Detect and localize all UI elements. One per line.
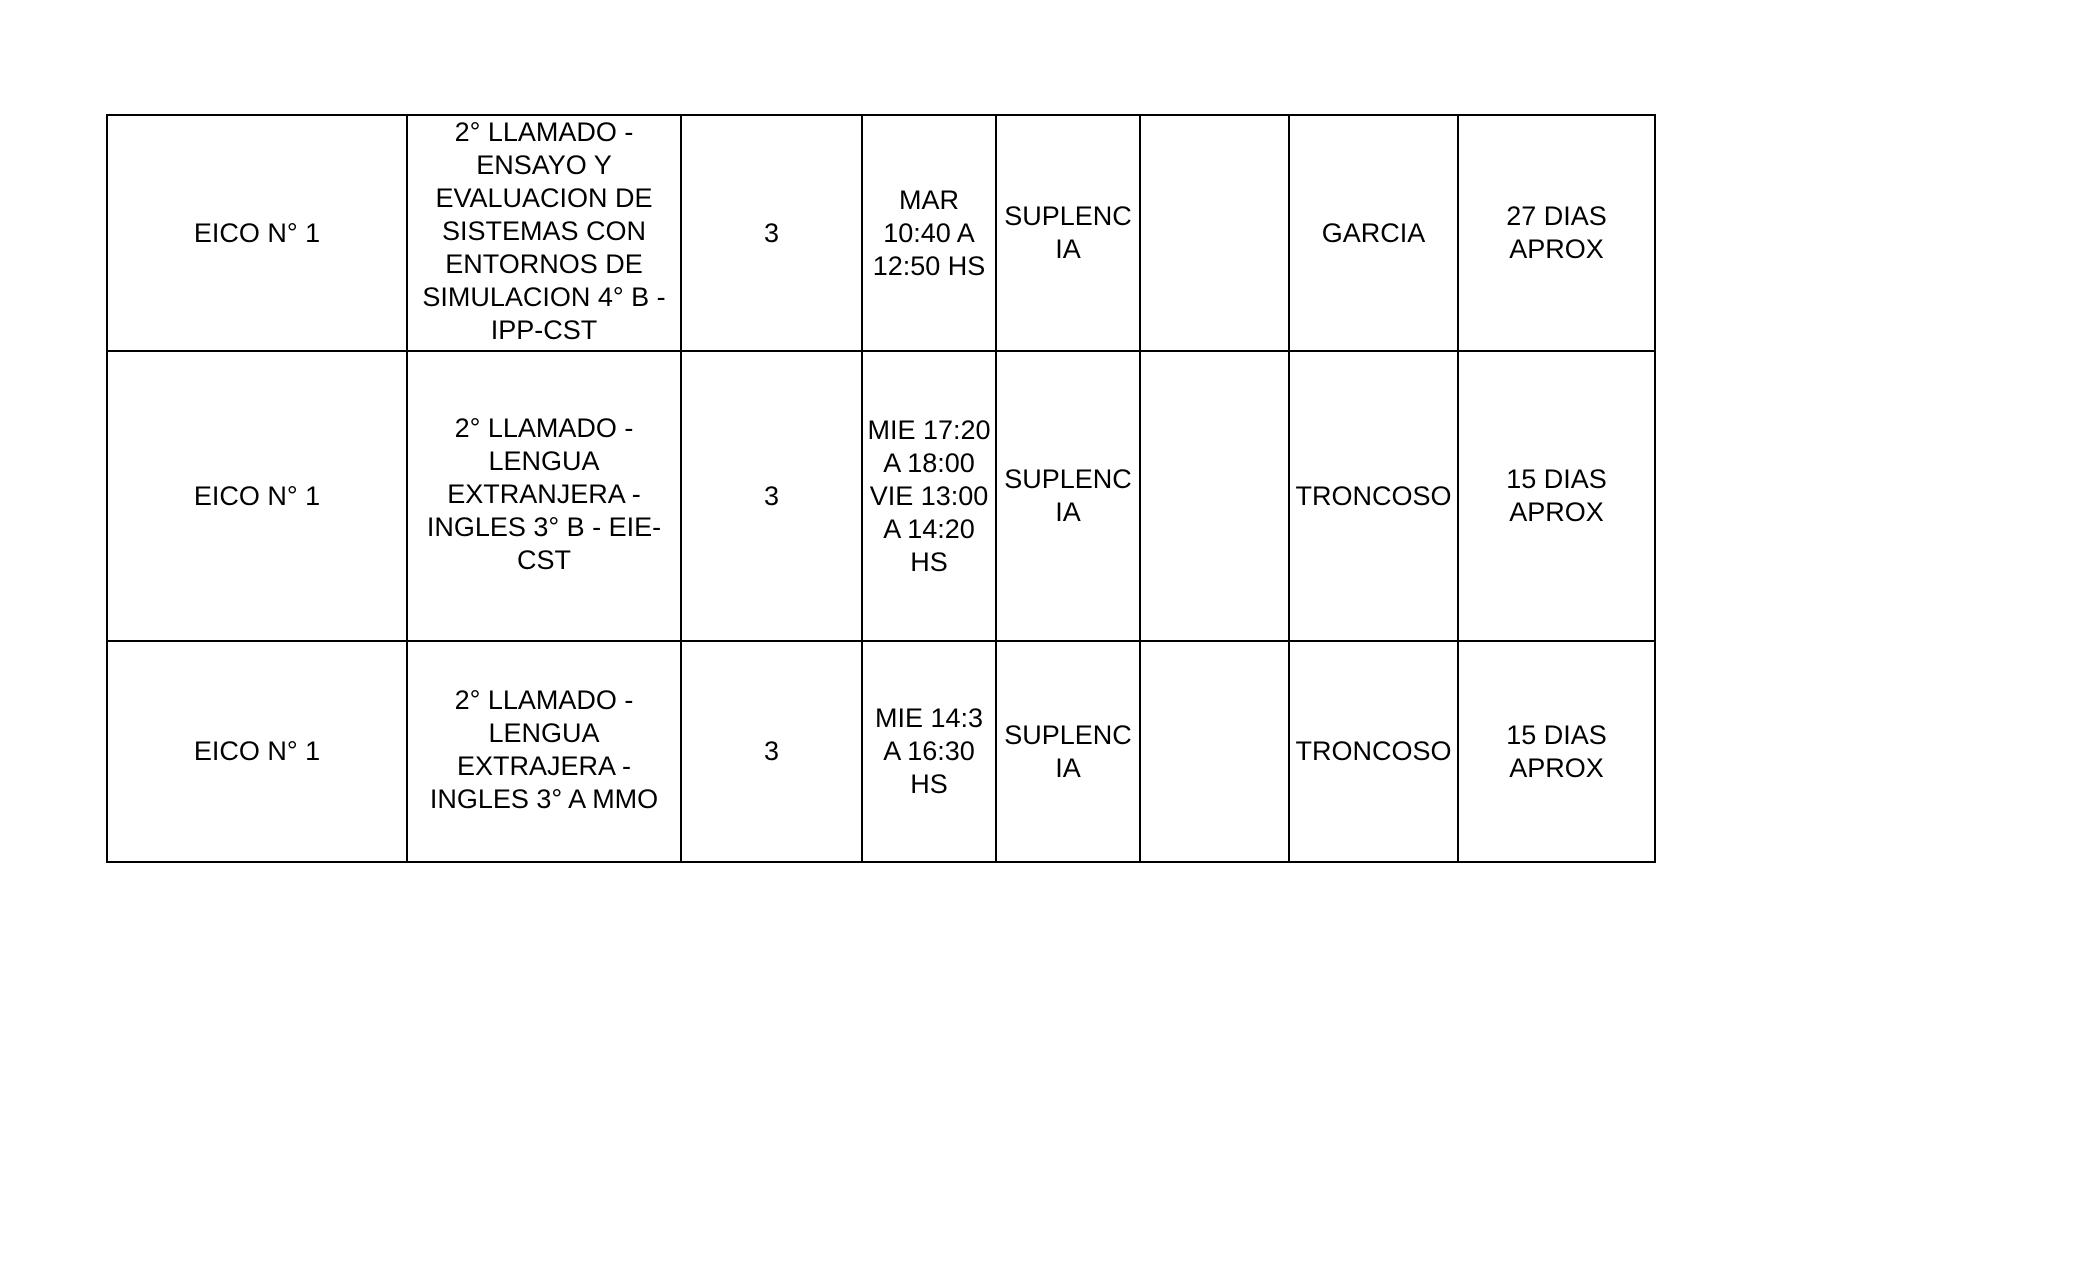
subject-cell: 2° LLAMADO - LENGUA EXTRAJERA - INGLES 3° A MMO <box>407 641 681 862</box>
hours-cell: 3 <box>681 351 862 641</box>
table-row <box>107 115 1655 351</box>
schedule-cell: MIE 14:3 A 16:30 HS <box>862 641 996 862</box>
name-cell: TRONCOSO <box>1289 641 1458 862</box>
type-cell: SUPLENC IA <box>996 351 1140 641</box>
duration-cell: 15 DIAS APROX <box>1458 351 1655 641</box>
blank-cell <box>1140 115 1289 351</box>
name-cell: TRONCOSO <box>1289 351 1458 641</box>
hours-cell: 3 <box>681 115 862 351</box>
subject-cell: 2° LLAMADO - LENGUA EXTRANJERA - INGLES 3° B - EIE- CST <box>407 351 681 641</box>
name-cell: GARCIA <box>1289 115 1458 351</box>
type-cell: SUPLENC IA <box>996 115 1140 351</box>
school-cell: EICO N° 1 <box>107 115 407 351</box>
school-cell: EICO N° 1 <box>107 641 407 862</box>
schedule-cell: MAR 10:40 A 12:50 HS <box>862 115 996 351</box>
school-cell: EICO N° 1 <box>107 351 407 641</box>
blank-cell <box>1140 351 1289 641</box>
table-row <box>107 641 1655 862</box>
substitution-table <box>106 114 1656 863</box>
schedule-cell: MIE 17:20 A 18:00 VIE 13:00 A 14:20 HS <box>862 351 996 641</box>
duration-cell: 27 DIAS APROX <box>1458 115 1655 351</box>
blank-cell <box>1140 641 1289 862</box>
duration-cell: 15 DIAS APROX <box>1458 641 1655 862</box>
table-row <box>107 351 1655 641</box>
subject-cell: 2° LLAMADO - ENSAYO Y EVALUACION DE SISTEMAS CON ENTORNOS DE SIMULACION 4° B - IPP-CST <box>407 115 681 351</box>
hours-cell: 3 <box>681 641 862 862</box>
type-cell: SUPLENC IA <box>996 641 1140 862</box>
